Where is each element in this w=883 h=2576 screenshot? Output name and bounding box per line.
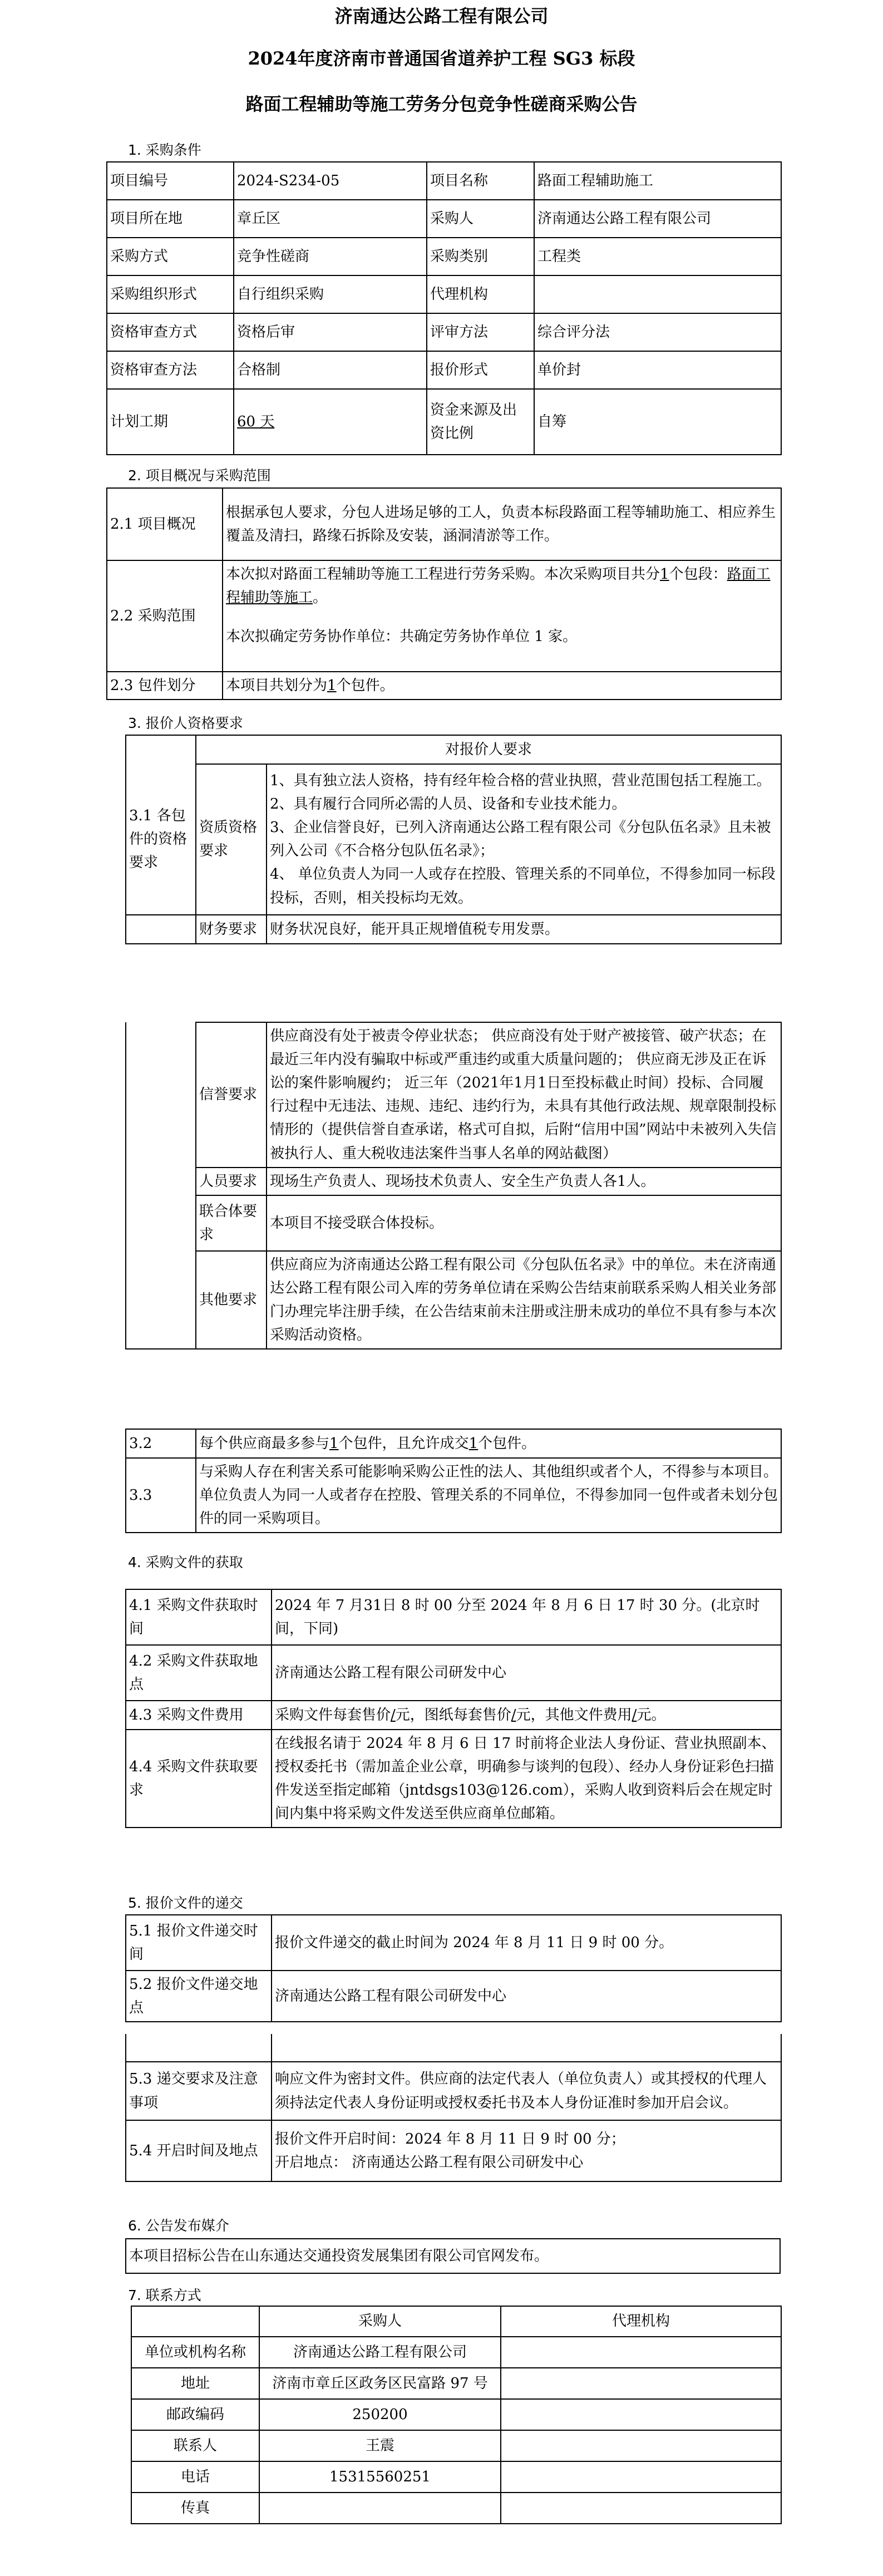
cell: 项目所在地	[107, 200, 234, 238]
title-announcement: 路面工程辅助等施工劳务分包竞争性磋商采购公告	[245, 93, 638, 115]
cell: 本项目招标公告在山东通达交通投资发展集团有限公司官网发布。	[126, 2239, 780, 2273]
cell: 供应商应为济南通达公路工程有限公司《分包队伍名录》中的单位。未在济南通达公路工程有限公司入库的劳务单位请在采购公告结束前联系采购人相关业务部门办理完毕注册手续，在公告结束前未注册或注册未成功的单位不具有参与本次采购活动资格。	[267, 1251, 781, 1349]
cell	[501, 2368, 781, 2399]
cell	[501, 2337, 781, 2368]
cell: 评审方法	[427, 313, 534, 351]
title-project: 2024年度济南市普通国省道养护工程 SG3 标段	[248, 48, 635, 69]
cell: 联合体要求	[196, 1195, 267, 1251]
table-row	[126, 1701, 781, 1730]
section-4-heading: 4. 采购文件的获取	[128, 1554, 243, 1570]
table-row	[126, 1645, 781, 1701]
cell: 3.2	[126, 1429, 196, 1458]
cell: 合格制	[234, 351, 427, 389]
cell: 2024 年 7 月31日 8 时 00 分至 2024 年 8 月 6 日 17 时 30 分。(北京时间，下同)	[272, 1589, 781, 1645]
cell	[259, 2493, 501, 2524]
column-header-buyer: 采购人	[259, 2306, 501, 2337]
cell: 自筹	[534, 389, 781, 455]
text: 元，图纸每套售价	[395, 1706, 511, 1723]
text: 本项目共划分为	[226, 677, 328, 694]
cell: 资格审查方式	[107, 313, 234, 351]
cell	[126, 735, 196, 764]
cell: 王震	[259, 2430, 501, 2461]
qualification-extra-table	[125, 1429, 782, 1533]
table-row	[126, 1915, 781, 1971]
cell	[126, 1195, 196, 1251]
cell: 250200	[259, 2399, 501, 2430]
value: /	[632, 1706, 637, 1723]
table-row	[126, 1429, 781, 1458]
procurement-conditions-table	[106, 161, 782, 455]
cell: 工程类	[534, 238, 781, 275]
table-row	[107, 351, 781, 389]
cell: 代理机构	[427, 275, 534, 313]
text: 3、企业信誉良好，已列入济南通达公路工程有限公司《分包队伍名录》且未被列入公司《不合格分包队伍名录》；	[270, 819, 771, 860]
cell: 传真	[131, 2493, 259, 2524]
table-row	[107, 488, 781, 560]
cell: 竞争性磋商	[234, 238, 427, 275]
value: 1	[329, 1435, 339, 1452]
value: 1	[327, 677, 337, 694]
cell: 报价文件递交的截止时间为 2024 年 8 月 11 日 9 时 00 分。	[272, 1915, 781, 1971]
cell: 路面工程辅助施工	[534, 162, 781, 200]
value: /	[391, 1706, 396, 1723]
text: 本次拟确定劳务协作单位：共确定劳务协作单位 1 家。	[226, 628, 578, 646]
text: 4、 单位负责人为同一人或存在控股、管理关系的不同单位，不得参加同一标段投标，否则，相关投标均无效。	[270, 866, 776, 907]
cell: 采购类别	[427, 238, 534, 275]
cell: 项目编号	[107, 162, 234, 200]
cell: 3.3	[126, 1458, 196, 1533]
cell: 2.2 采购范围	[107, 560, 223, 672]
cell: 信誉要求	[196, 1022, 267, 1168]
text: 1、具有独立法人资格，持有经年检合格的营业执照，营业范围包括工程施工。	[270, 772, 771, 789]
text: 报价文件开启时间：2024 年 8 月 11 日 9 时 00 分；	[275, 2130, 625, 2148]
table-row	[131, 2399, 781, 2430]
cell: 4.4 采购文件获取要求	[126, 1730, 272, 1828]
table-row	[126, 2120, 781, 2181]
section-2-heading: 2. 项目概况与采购范围	[128, 467, 271, 484]
table-row	[107, 313, 781, 351]
cell: 采购方式	[107, 238, 234, 275]
cell: 2024-S234-05	[234, 162, 427, 200]
cell: 联系人	[131, 2430, 259, 2461]
cell: 现场生产负责人、现场技术负责人、安全生产负责人各1人。	[267, 1168, 781, 1195]
table-row	[107, 389, 781, 455]
cell: 济南通达公路工程有限公司	[534, 200, 781, 238]
table-row	[107, 275, 781, 313]
cell: 济南通达公路工程有限公司	[259, 2337, 501, 2368]
cell	[272, 1701, 781, 1730]
value: /	[511, 1706, 516, 1723]
text: 。	[313, 589, 328, 607]
cell: 5.2 报价文件递交地点	[126, 1971, 272, 2022]
value: 1	[660, 566, 669, 583]
cell	[272, 2120, 781, 2181]
qualification-table-continued	[125, 1022, 782, 1349]
table-row	[126, 1971, 781, 2022]
table-row	[126, 1730, 781, 1828]
text: 本次拟对路面工程辅助等施工工程进行劳务采购。本次采购项目共分	[226, 566, 660, 583]
cell	[501, 2430, 781, 2461]
table-row	[131, 2493, 781, 2524]
table-row	[126, 915, 781, 944]
cell: 济南通达公路工程有限公司研发中心	[272, 1971, 781, 2022]
value: 路面工程辅助等施工	[226, 566, 771, 607]
cell: 财务状况良好，能开具正规增值税专用发票。	[267, 915, 781, 944]
table-row	[126, 1195, 781, 1251]
table-row	[107, 560, 781, 672]
cell: 单位或机构名称	[131, 2337, 259, 2368]
section-5-heading: 5. 报价文件的递交	[128, 1895, 243, 1911]
cell: 4.2 采购文件获取地点	[126, 1645, 272, 1701]
cell: 4.1 采购文件获取时间	[126, 1589, 272, 1645]
section-6-heading: 6. 公告发布媒介	[128, 2218, 229, 2234]
cell	[126, 1251, 196, 1349]
table-row	[131, 2368, 781, 2399]
document-acquisition-table	[125, 1589, 782, 1828]
cell	[501, 2461, 781, 2493]
cell: 计划工期	[107, 389, 234, 455]
cell: 60 天	[234, 389, 427, 455]
table-row	[131, 2461, 781, 2493]
submission-table	[125, 1914, 782, 2022]
table-header: 对报价人要求	[196, 735, 781, 764]
cell: 资格后审	[234, 313, 427, 351]
submission-table-continued	[125, 2034, 782, 2182]
cell	[272, 2034, 781, 2062]
value: 1	[468, 1435, 479, 1452]
text: 采购文件每套售价	[275, 1706, 391, 1723]
cell: 与采购人存在利害关系可能影响采购公正性的法人、其他组织或者个人，不得参与本项目。单位负责人为同一人或者存在控股、管理关系的不同单位，不得参加同一包件或者未划分包件的同一采购项目。	[196, 1458, 781, 1533]
column-header-agent: 代理机构	[501, 2306, 781, 2337]
cell	[126, 915, 196, 944]
cell: 本项目不接受联合体投标。	[267, 1195, 781, 1251]
text: 开启地点： 济南通达公路工程有限公司研发中心	[275, 2154, 584, 2171]
cell	[126, 2034, 272, 2062]
cell: 5.1 报价文件递交时间	[126, 1915, 272, 1971]
qualification-table	[125, 735, 782, 944]
cell: 其他要求	[196, 1251, 267, 1349]
cell: 综合评分法	[534, 313, 781, 351]
cell: 电话	[131, 2461, 259, 2493]
table-row	[131, 2337, 781, 2368]
text: 个包件。	[336, 677, 394, 694]
cell: 资质资格要求	[196, 764, 267, 915]
cell	[267, 764, 781, 915]
cell: 2.1 项目概况	[107, 488, 223, 560]
cell: 根据承包人要求，分包人进场足够的工人，负责本标段路面工程等辅助施工、相应养生覆盖及清扫，路缘石拆除及安装，涵洞清淤等工作。	[223, 488, 781, 560]
project-overview-table	[106, 487, 782, 700]
cell: 自行组织采购	[234, 275, 427, 313]
cell: 人员要求	[196, 1168, 267, 1195]
table-row	[126, 2062, 781, 2120]
text: 元，其他文件费用	[516, 1706, 632, 1723]
cell	[131, 2306, 259, 2337]
cell	[223, 672, 781, 700]
table-row	[107, 672, 781, 700]
cell: 响应文件为密封文件。供应商的法定代表人（单位负责人）或其授权的代理人须持法定代表人身份证明或授权委托书及本人身份证准时参加开启会议。	[272, 2062, 781, 2120]
table-row	[107, 238, 781, 275]
table-row	[107, 162, 781, 200]
section-3-heading: 3. 报价人资格要求	[128, 715, 243, 731]
cell: 4.3 采购文件费用	[126, 1701, 272, 1730]
table-row	[126, 1168, 781, 1195]
table-row	[126, 1022, 781, 1168]
cell: 在线报名请于 2024 年 8 月 6 日 17 时前将企业法人身份证、营业执照副本、授权委托书（需加盖企业公章，明确参与谈判的包段）、经办人身份证彩色扫描件发送至指定邮箱（jntdsgs103@126.com），采购人收到资料后会在规定时间内集中将采购文件发送至供应商单位邮箱。	[272, 1730, 781, 1828]
cell: 5.3 递交要求及注意事项	[126, 2062, 272, 2120]
section-7-heading: 7. 联系方式	[128, 2287, 201, 2303]
text: 每个供应商最多参与	[199, 1435, 330, 1452]
table-row	[126, 2239, 780, 2273]
table-row	[107, 200, 781, 238]
table-row	[126, 764, 781, 915]
cell: 财务要求	[196, 915, 267, 944]
text: 个包段：	[669, 566, 727, 583]
table-row	[131, 2306, 781, 2337]
cell: 采购组织形式	[107, 275, 234, 313]
table-row	[126, 735, 781, 764]
media-table	[125, 2238, 781, 2274]
text: 元。	[637, 1706, 666, 1723]
cell	[126, 1168, 196, 1195]
cell	[501, 2493, 781, 2524]
text: 个包件。	[478, 1435, 536, 1452]
table-row	[126, 1251, 781, 1349]
cell: 15315560251	[259, 2461, 501, 2493]
cell: 3.1 各包件的资格要求	[126, 764, 196, 915]
section-1-heading: 1. 采购条件	[128, 142, 201, 158]
table-row	[126, 1458, 781, 1533]
table-row	[126, 2034, 781, 2062]
cell: 报价形式	[427, 351, 534, 389]
contact-table	[131, 2306, 782, 2524]
table-row	[131, 2430, 781, 2461]
cell: 项目名称	[427, 162, 534, 200]
cell: 资金来源及出资比例	[427, 389, 534, 455]
text: 个包件，且允许成交	[338, 1435, 469, 1452]
cell	[223, 560, 781, 672]
cell: 济南市章丘区政务区民富路 97 号	[259, 2368, 501, 2399]
table-row	[126, 1589, 781, 1645]
cell: 2.3 包件划分	[107, 672, 223, 700]
cell	[196, 1429, 781, 1458]
cell: 邮政编码	[131, 2399, 259, 2430]
cell	[501, 2399, 781, 2430]
text: 2、具有履行合同所必需的人员、设备和专业技术能力。	[270, 796, 627, 813]
title-company: 济南通达公路工程有限公司	[334, 6, 549, 27]
cell	[126, 1022, 196, 1168]
cell: 采购人	[427, 200, 534, 238]
cell: 地址	[131, 2368, 259, 2399]
cell: 章丘区	[234, 200, 427, 238]
cell: 单价封	[534, 351, 781, 389]
cell: 济南通达公路工程有限公司研发中心	[272, 1645, 781, 1701]
cell: 资格审查方法	[107, 351, 234, 389]
cell: 供应商没有处于被责令停业状态； 供应商没有处于财产被接管、破产状态；在最近三年内没有骗取中标或严重违约或重大质量问题的； 供应商无涉及正在诉讼的案件影响履约； 近三年（2021年1月1日至投标截止时间）投标、合同履行过程中无违法、违规、违纪、违约行为，未具有其他行政法规、规章限制投标情形的（提供信誉自查承诺，格式可自拟，后附“信用中国”网站中未被列入失信被执行人、重大税收违法案件当事人名单的网站截图）	[267, 1022, 781, 1168]
cell: 5.4 开启时间及地点	[126, 2120, 272, 2181]
cell	[534, 275, 781, 313]
